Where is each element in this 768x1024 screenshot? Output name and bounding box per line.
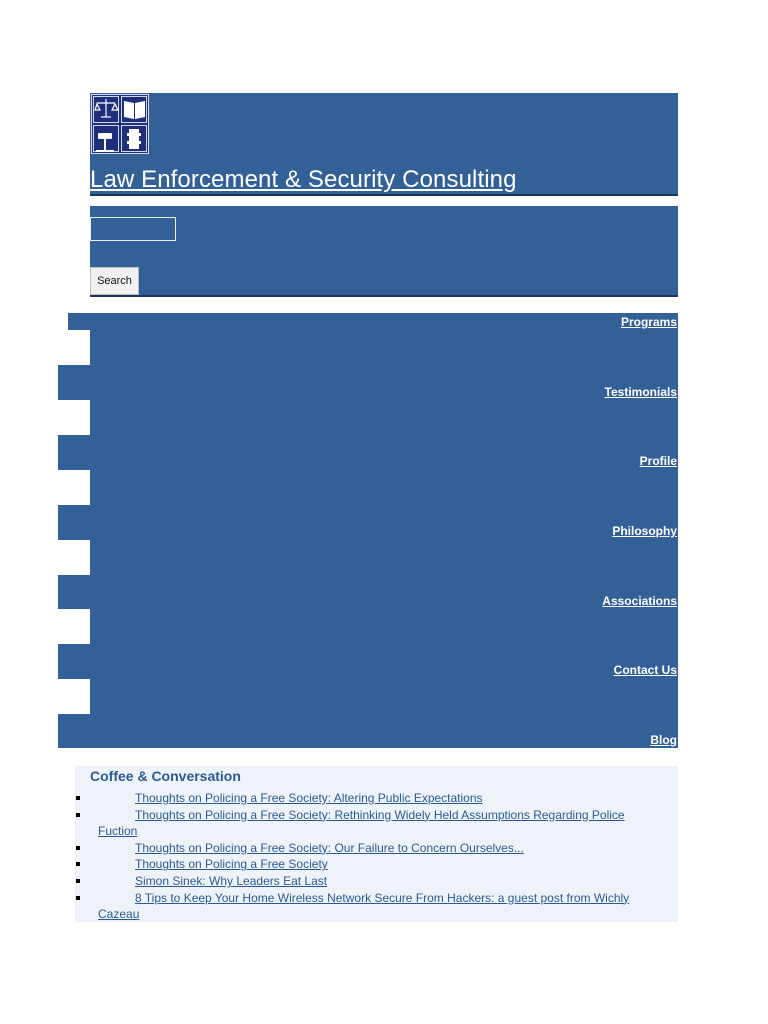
nav-notch: [58, 540, 90, 575]
site-header: [90, 93, 678, 196]
nav-notch: [58, 313, 68, 330]
bullet-icon: [76, 796, 80, 800]
blog-posts-panel: [75, 766, 678, 922]
nav-item-associations[interactable]: Associations: [602, 594, 677, 608]
list-item: [75, 856, 678, 873]
list-item: [75, 790, 678, 807]
nav-notch: [58, 400, 90, 435]
post-link[interactable]: Thoughts on Policing a Free Society: Our Failure to Concern Ourselves...: [135, 840, 524, 855]
nav-item-blog[interactable]: Blog: [650, 733, 677, 747]
nav-item-contact-us[interactable]: Contact Us: [613, 663, 677, 677]
panel-title: Coffee & Conversation: [90, 768, 241, 784]
badge-icon: [127, 129, 141, 149]
post-link[interactable]: Simon Sinek: Why Leaders Eat Last: [135, 873, 328, 888]
nav-item-philosophy[interactable]: Philosophy: [612, 524, 677, 538]
scales-icon: [95, 99, 118, 117]
list-item: [75, 840, 678, 857]
list-item: [75, 807, 678, 840]
nav-item-programs[interactable]: Programs: [620, 315, 677, 329]
search-input[interactable]: [90, 217, 176, 241]
site-logo[interactable]: [91, 94, 149, 154]
bullet-icon: [76, 879, 80, 883]
post-link[interactable]: Thoughts on Policing a Free Society: Altering Public Expectations: [135, 791, 483, 805]
post-list: [75, 790, 678, 923]
nav-notch: [58, 679, 90, 714]
list-item: [75, 890, 678, 923]
book-icon: [124, 101, 145, 119]
search-button[interactable]: Search: [90, 267, 139, 295]
nav-item-testimonials[interactable]: Testimonials: [604, 385, 677, 399]
nav-notch: [58, 330, 90, 365]
bullet-icon: [76, 846, 80, 850]
post-link[interactable]: Thoughts on Policing a Free Society: [135, 857, 328, 872]
search-bar: [90, 206, 678, 297]
bullet-icon: [76, 896, 80, 900]
gavel-icon: [96, 133, 114, 152]
post-link[interactable]: 8 Tips to Keep Your Home Wireless Network Secure From Hackers: a guest post from Wichly Cazeau: [98, 890, 630, 922]
post-link[interactable]: Thoughts on Policing a Free Society: Rethinking Widely Held Assumptions Regarding Police Fuction: [98, 807, 625, 839]
nav-notch: [58, 470, 90, 505]
nav-item-profile[interactable]: Profile: [639, 454, 677, 468]
site-title-link[interactable]: Law Enforcement & Security Consulting: [90, 166, 517, 193]
main-navigation: [58, 313, 678, 748]
nav-notch: [58, 609, 90, 644]
list-item: [75, 873, 678, 890]
bullet-icon: [76, 813, 80, 817]
bullet-icon: [76, 862, 80, 866]
